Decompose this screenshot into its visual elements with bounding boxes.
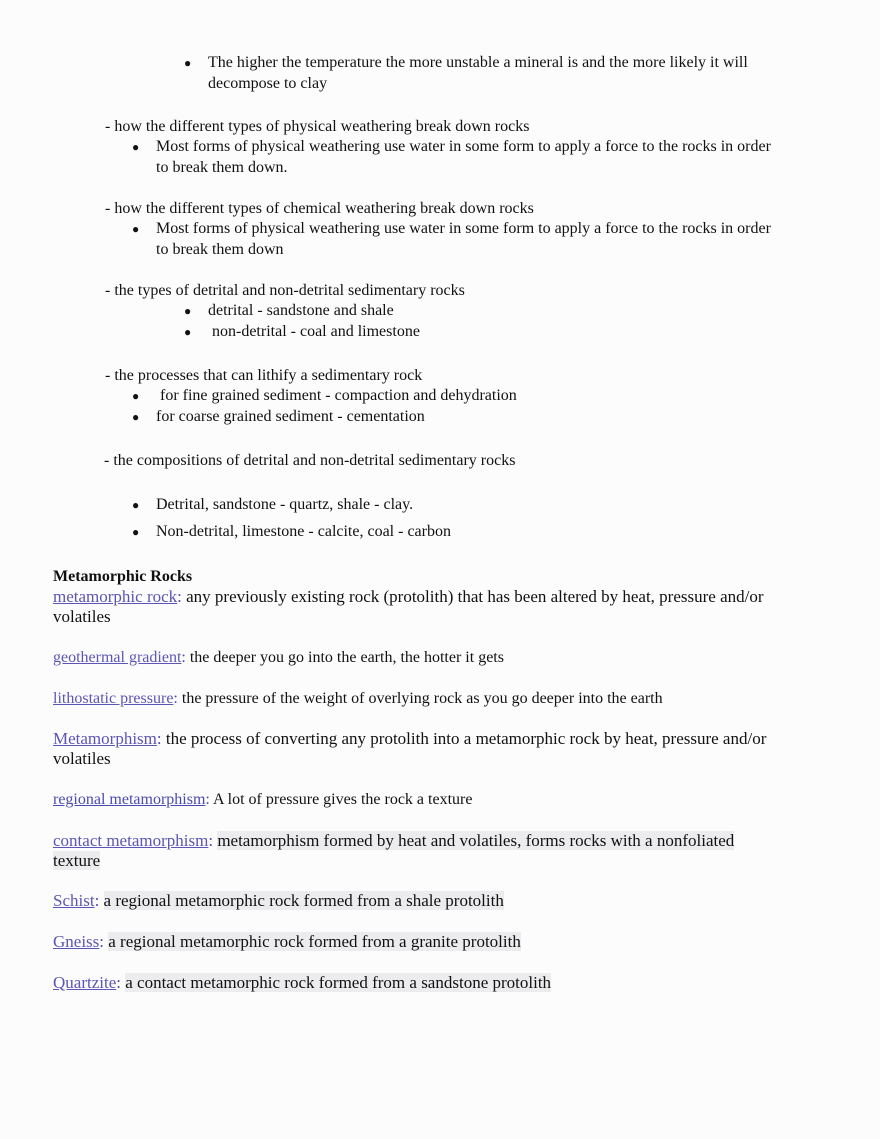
term-link[interactable]: Schist	[53, 891, 95, 910]
bullet-icon: ●	[132, 222, 140, 236]
lithify-bullet-fine: for fine grained sediment - compaction and dehydration	[160, 387, 517, 404]
physical-header: - how the different types of physical weathering break down rocks	[105, 118, 530, 135]
def-quartzite: Quartzite: a contact metamorphic rock formed from a sandstone protolith	[53, 973, 552, 992]
types-bullet-nondetrital: non-detrital - coal and limestone	[212, 323, 420, 340]
def-lithostatic-pressure: lithostatic pressure: the pressure of the weight of overlying rock as you go deeper into the earth	[53, 690, 663, 707]
chemical-header: - how the different types of chemical weathering break down rocks	[105, 200, 534, 217]
types-bullet-detrital: detrital - sandstone and shale	[208, 302, 394, 319]
bullet-icon: ●	[132, 525, 140, 539]
top-bullet-line2: decompose to clay	[208, 75, 328, 92]
definition-continuation: texture	[53, 851, 101, 870]
lithify-header: - the processes that can lithify a sedimentary rock	[105, 367, 423, 384]
compositions-header: - the compositions of detrital and non-detrital sedimentary rocks	[104, 452, 516, 469]
bullet-icon: ●	[184, 304, 192, 318]
bullet-icon: ●	[132, 140, 140, 154]
term-link[interactable]: Quartzite	[53, 973, 117, 992]
term-link[interactable]: Metamorphism	[53, 729, 157, 748]
definition-text: the pressure of the weight of overlying rock as you go deeper into the earth	[181, 690, 663, 707]
compositions-bullet-nondetrital: Non-detrital, limestone - calcite, coal - carbon	[156, 523, 451, 540]
top-bullet-line1: The higher the temperature the more unstable a mineral is and the more likely it will	[208, 54, 748, 71]
definition-text: the process of converting any protolith into a metamorphic rock by heat, pressure and/or	[165, 729, 767, 748]
physical-bullet-line1: Most forms of physical weathering use water in some form to apply a force to the rocks in order	[156, 138, 771, 155]
definition-text: any previously existing rock (protolith) that has been altered by heat, pressure and/or	[186, 587, 764, 606]
def-regional-metamorphism: regional metamorphism: A lot of pressure gives the rock a texture	[53, 791, 473, 808]
def-gneiss: Gneiss: a regional metamorphic rock formed from a granite protolith	[53, 932, 521, 951]
types-header: - the types of detrital and non-detrital sedimentary rocks	[105, 282, 465, 299]
term-link[interactable]: metamorphic rock	[53, 587, 178, 606]
definition-continuation: volatiles	[53, 749, 111, 768]
bullet-icon: ●	[132, 498, 140, 512]
term-link[interactable]: lithostatic pressure	[53, 690, 174, 707]
bullet-icon: ●	[132, 389, 140, 403]
definition-text: A lot of pressure gives the rock a texture	[212, 791, 473, 808]
physical-bullet-line2: to break them down.	[156, 159, 288, 176]
bullet-icon: ●	[132, 410, 140, 424]
definition-continuation: volatiles	[53, 607, 111, 626]
chemical-bullet-line1: Most forms of physical weathering use water in some form to apply a force to the rocks in order	[156, 220, 771, 237]
compositions-bullet-detrital: Detrital, sandstone - quartz, shale - clay.	[156, 496, 414, 513]
definition-text: the deeper you go into the earth, the hotter it gets	[189, 649, 504, 666]
lithify-bullet-coarse: for coarse grained sediment - cementation	[156, 408, 425, 425]
definition-text: metamorphism formed by heat and volatiles, forms rocks with a nonfoliated	[217, 831, 735, 850]
def-schist: Schist: a regional metamorphic rock formed from a shale protolith	[53, 891, 504, 910]
def-metamorphism: Metamorphism: the process of converting any protolith into a metamorphic rock by heat, pressure and/or	[53, 729, 767, 748]
bullet-icon: ●	[184, 325, 192, 339]
section-heading: Metamorphic Rocks	[53, 568, 193, 585]
term-link[interactable]: Gneiss	[53, 932, 100, 951]
term-link[interactable]: geothermal gradient	[53, 649, 182, 666]
term-link[interactable]: contact metamorphism	[53, 831, 209, 850]
definition-text: a regional metamorphic rock formed from a granite protolith	[108, 932, 521, 951]
definition-text: a regional metamorphic rock formed from a shale protolith	[103, 891, 504, 910]
def-metamorphic-rock: metamorphic rock: any previously existing rock (protolith) that has been altered by heat, pressure and/or	[53, 587, 764, 606]
def-geothermal-gradient: geothermal gradient: the deeper you go into the earth, the hotter it gets	[53, 649, 504, 666]
def-contact-metamorphism: contact metamorphism: metamorphism formed by heat and volatiles, forms rocks with a nonfoliated	[53, 831, 735, 850]
chemical-bullet-line2: to break them down	[156, 241, 284, 258]
definition-text: a contact metamorphic rock formed from a sandstone protolith	[125, 973, 552, 992]
term-link[interactable]: regional metamorphism	[53, 791, 206, 808]
bullet-icon: ●	[184, 56, 192, 70]
